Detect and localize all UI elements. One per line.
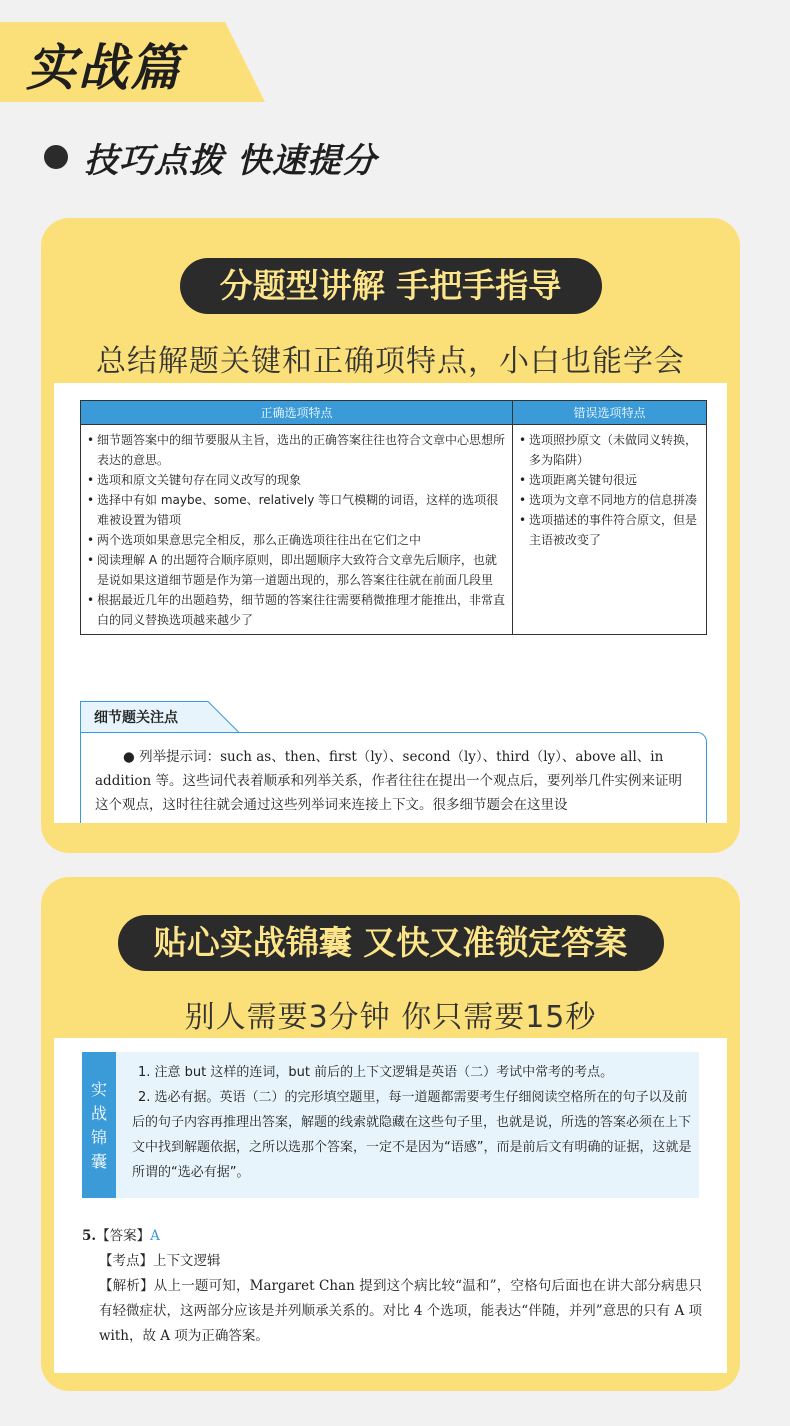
title-banner — [0, 22, 265, 102]
page-title: 实战篇 — [26, 39, 182, 97]
question-number: 5. — [82, 1228, 97, 1244]
tip-side-label — [82, 1052, 116, 1198]
answer-block — [82, 1224, 702, 1349]
correct-item: • 选择中有如 maybe、some、relatively 等口气模糊的词语，这样的选项很难被设置为错项 — [87, 490, 506, 530]
point-value: 上下文逻辑 — [153, 1253, 221, 1269]
answer-label: 【答案】 — [96, 1228, 151, 1244]
tip-side-char: 战 — [90, 1104, 107, 1123]
focus-text: ● 列举提示词：such as、then、first（ly）、second（ly）、third（ly）、above all、in addition 等。这些词代表着顺承和列举关系，作者往往在提出一个观点后，要列举几件实例来证明这个观点，这时往往就会通过这些列举词来连接上下文。很多细节题会在这里设 — [95, 749, 683, 813]
subtitle: 技巧点拨 快速提分 — [84, 140, 377, 181]
correct-item: • 选项和原文关键句存在同义改写的现象 — [87, 470, 506, 490]
wrong-cell — [513, 425, 707, 635]
focus-title: 细节题关注点 — [94, 710, 178, 726]
tip-body — [132, 1060, 692, 1185]
focus-tab — [80, 701, 240, 733]
tip-item-2: 2. 选必有据。英语（二）的完形填空题里，每一道题都需要考生仔细阅读空格所在的句子以及前后的句子内容再推理出答案，解题的线索就隐藏在这些句子里，也就是说，所选的答案必须在上下文中找到解题依据，之所以选那个答案，一定不是因为“语感”，而是前后文有明确的证据，这就是所谓的“选必有据”。 — [132, 1090, 692, 1180]
wrong-item: • 选项为文章不同地方的信息拼凑 — [519, 490, 700, 510]
analysis-text: 从上一题可知，Margaret Chan 提到这个病比较“温和”，空格句后面也在讲大部分病患只有轻微症状，这两部分应该是并列顺承关系的。对比 4 个选项，能表达“伴随，并列”意思的只有 A 项 with，故 A 项为正确答案。 — [99, 1278, 703, 1344]
section-panel-1 — [41, 218, 740, 853]
correct-item: • 细节题答案中的细节要服从主旨，选出的正确答案往往也符合文章中心思想所表达的意思。 — [87, 430, 506, 470]
bullet-dot-icon — [44, 145, 68, 169]
section2-tagline: 别人需要3分钟 你只需要15秒 — [184, 1000, 597, 1035]
correct-item: • 阅读理解 A 的出题符合顺序原则，即出题顺序大致符合文章先后顺序，也就是说如果这道细节题是作为第一道题出现的，那么答案往往就在前面几段里 — [87, 550, 506, 590]
wrong-item: • 选项距离关键句很远 — [519, 470, 700, 490]
section1-tagline: 总结解题关键和正确项特点，小白也能学会 — [96, 344, 685, 379]
tip-box — [82, 1052, 699, 1198]
wrong-header: 错误选项特点 — [513, 401, 707, 425]
options-table — [80, 400, 707, 635]
correct-item: • 两个选项如果意思完全相反，那么正确选项往往出在它们之中 — [87, 530, 506, 550]
focus-box — [80, 732, 707, 823]
analysis-label: 【解析】 — [99, 1278, 154, 1294]
correct-cell — [81, 425, 513, 635]
section2-sheet — [54, 1038, 727, 1373]
answer-value: A — [150, 1228, 160, 1244]
subtitle-row — [44, 135, 377, 179]
section1-sheet — [54, 383, 727, 823]
section2-pill-heading: 贴心实战锦囊 又快又准锁定答案 — [118, 915, 664, 971]
point-line — [82, 1249, 702, 1274]
point-label: 【考点】 — [99, 1253, 153, 1269]
tip-item-1: 1. 注意 but 这样的连词，but 前后的上下文逻辑是英语（二）考试中常考的考点。 — [138, 1065, 614, 1080]
correct-item: • 根据最近几年的出题趋势，细节题的答案往往需要稍微推理才能推出，非常直白的同义替换选项越来越少了 — [87, 590, 506, 630]
answer-line — [82, 1224, 702, 1249]
wrong-item: • 选项描述的事件符合原文，但是主语被改变了 — [519, 510, 700, 550]
wrong-item: • 选项照抄原文（未做同义转换，多为陷阱） — [519, 430, 700, 470]
tip-side-char: 囊 — [90, 1152, 107, 1171]
tip-side-char: 锦 — [90, 1128, 107, 1147]
section1-pill-heading: 分题型讲解 手把手指导 — [180, 258, 602, 314]
analysis-line — [82, 1274, 702, 1349]
tip-side-char: 实 — [90, 1080, 107, 1099]
section-panel-2 — [41, 877, 740, 1391]
correct-header: 正确选项特点 — [81, 401, 513, 425]
